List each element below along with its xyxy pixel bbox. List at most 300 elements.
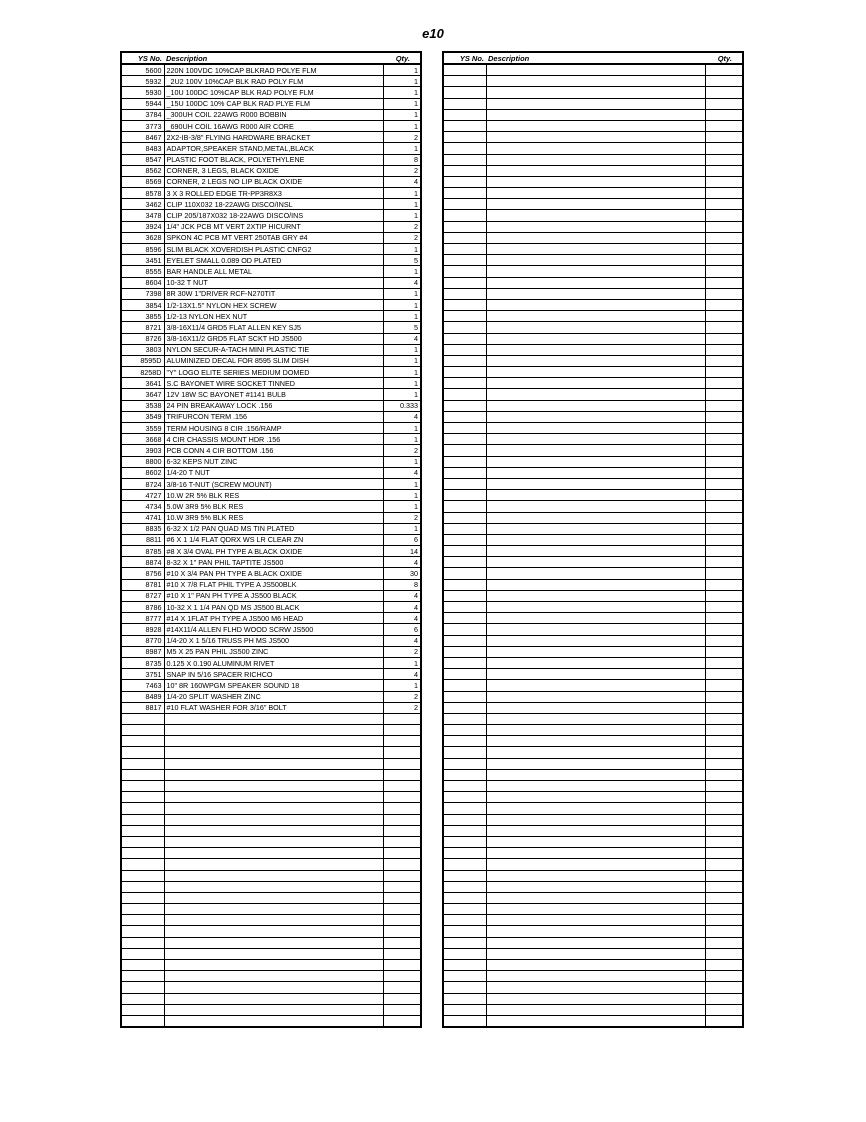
description-cell [486, 143, 705, 154]
ys-no-cell [443, 568, 486, 579]
ys-no-cell [443, 781, 486, 792]
ys-no-cell [443, 926, 486, 937]
qty-cell [705, 725, 743, 736]
qty-cell [705, 434, 743, 445]
description-cell [486, 221, 705, 232]
qty-cell [705, 501, 743, 512]
table-row [121, 781, 421, 792]
table-row [443, 64, 743, 76]
col-header-ys-no: YS No. [121, 52, 164, 64]
qty-cell: 4 [383, 176, 421, 187]
qty-cell [705, 803, 743, 814]
qty-cell [705, 333, 743, 344]
description-cell: 4 CIR CHASSIS MOUNT HDR .156 [164, 434, 383, 445]
qty-cell [705, 255, 743, 266]
qty-cell: 2 [383, 221, 421, 232]
description-cell [486, 1015, 705, 1027]
ys-no-cell [121, 993, 164, 1004]
qty-cell [705, 534, 743, 545]
description-cell [486, 915, 705, 926]
ys-no-cell: 3803 [121, 344, 164, 355]
ys-no-cell [443, 881, 486, 892]
table-row [121, 378, 421, 389]
description-cell [486, 736, 705, 747]
ys-no-cell [443, 892, 486, 903]
description-cell [164, 792, 383, 803]
ys-no-cell: 8987 [121, 646, 164, 657]
qty-cell [705, 132, 743, 143]
ys-no-cell [443, 98, 486, 109]
ys-no-cell [121, 803, 164, 814]
table-row [121, 411, 421, 422]
qty-cell [383, 736, 421, 747]
ys-no-cell [443, 624, 486, 635]
ys-no-cell [121, 1004, 164, 1015]
table-row [121, 478, 421, 489]
ys-no-cell: 5944 [121, 98, 164, 109]
qty-cell [383, 982, 421, 993]
ys-no-cell: 8726 [121, 333, 164, 344]
table-row [121, 937, 421, 948]
description-cell: 10.W 3R9 5% BLK RES [164, 512, 383, 523]
table-row [443, 467, 743, 478]
qty-cell [383, 769, 421, 780]
ys-no-cell [121, 960, 164, 971]
table-row [443, 848, 743, 859]
ys-no-cell: 8569 [121, 176, 164, 187]
table-row [121, 400, 421, 411]
table-row [121, 881, 421, 892]
table-row [443, 792, 743, 803]
qty-cell: 4 [383, 590, 421, 601]
table-row [121, 971, 421, 982]
description-cell [164, 904, 383, 915]
table-row [121, 769, 421, 780]
description-cell [486, 210, 705, 221]
description-cell [486, 534, 705, 545]
table-row [443, 926, 743, 937]
ys-no-cell: 7463 [121, 680, 164, 691]
table-row [443, 546, 743, 557]
table-row [443, 188, 743, 199]
ys-no-cell [443, 176, 486, 187]
table-row [443, 736, 743, 747]
ys-no-cell [443, 355, 486, 366]
qty-cell [383, 960, 421, 971]
table-row [443, 557, 743, 568]
qty-cell: 5 [383, 322, 421, 333]
description-cell: TERM HOUSING 8 CIR .156/RAMP [164, 423, 383, 434]
ys-no-cell [443, 937, 486, 948]
ys-no-cell [443, 232, 486, 243]
ys-no-cell [443, 646, 486, 657]
ys-no-cell: 3854 [121, 299, 164, 310]
table-row [121, 255, 421, 266]
qty-cell [705, 613, 743, 624]
ys-no-cell: 5930 [121, 87, 164, 98]
table-row [121, 825, 421, 836]
description-cell [486, 467, 705, 478]
description-cell [164, 960, 383, 971]
qty-cell [705, 143, 743, 154]
ys-no-cell [443, 367, 486, 378]
table-row [443, 725, 743, 736]
ys-no-cell [443, 982, 486, 993]
table-row [121, 982, 421, 993]
table-row [121, 355, 421, 366]
ys-no-cell: 8489 [121, 691, 164, 702]
ys-no-cell [443, 478, 486, 489]
table-row [121, 635, 421, 646]
ys-no-cell: 3559 [121, 423, 164, 434]
description-cell: M5 X 25 PAN PHIL JS500 ZINC [164, 646, 383, 657]
ys-no-cell: 8735 [121, 657, 164, 668]
qty-cell [705, 702, 743, 713]
ys-no-cell: 3549 [121, 411, 164, 422]
table-row [443, 232, 743, 243]
description-cell [486, 960, 705, 971]
table-row [443, 948, 743, 959]
ys-no-cell [443, 635, 486, 646]
ys-no-cell [443, 725, 486, 736]
ys-no-cell: 8874 [121, 557, 164, 568]
ys-no-cell [443, 445, 486, 456]
description-cell [486, 848, 705, 859]
table-row [443, 244, 743, 255]
ys-no-cell [443, 344, 486, 355]
description-cell [164, 781, 383, 792]
ys-no-cell: 8596 [121, 244, 164, 255]
ys-no-cell: 8817 [121, 702, 164, 713]
qty-cell [705, 635, 743, 646]
description-cell [486, 288, 705, 299]
qty-cell: 1 [383, 434, 421, 445]
table-row [443, 635, 743, 646]
ys-no-cell: 8786 [121, 602, 164, 613]
qty-cell: 4 [383, 602, 421, 613]
ys-no-cell: 3773 [121, 120, 164, 131]
table-row [121, 490, 421, 501]
table-row [443, 355, 743, 366]
ys-no-cell [443, 848, 486, 859]
qty-cell [383, 814, 421, 825]
description-cell: 8R 30W 1"DRIVER RCF-N270TIT [164, 288, 383, 299]
qty-cell [383, 792, 421, 803]
description-cell: TRIFURCON TERM .156 [164, 411, 383, 422]
description-cell [164, 982, 383, 993]
description-cell [486, 781, 705, 792]
description-cell: PLASTIC FOOT BLACK, POLYETHYLENE [164, 154, 383, 165]
description-cell [486, 109, 705, 120]
ys-no-cell [121, 725, 164, 736]
qty-cell: 1 [383, 244, 421, 255]
table-row [443, 255, 743, 266]
description-cell: 8-32 X 1" PAN PHIL TAPTITE JS500 [164, 557, 383, 568]
qty-cell [705, 713, 743, 724]
table-row [443, 534, 743, 545]
qty-cell [705, 445, 743, 456]
qty-cell: 1 [383, 64, 421, 76]
ys-no-cell [443, 132, 486, 143]
description-cell [486, 98, 705, 109]
table-row [121, 1015, 421, 1027]
ys-no-cell [443, 814, 486, 825]
ys-no-cell: 8483 [121, 143, 164, 154]
qty-cell [705, 747, 743, 758]
qty-cell: 1 [383, 87, 421, 98]
qty-cell [705, 76, 743, 87]
table-row [443, 389, 743, 400]
description-cell: 3/8-16X11/4 GRD5 FLAT ALLEN KEY SJ5 [164, 322, 383, 333]
ys-no-cell [443, 288, 486, 299]
qty-cell [705, 221, 743, 232]
ys-no-cell: 5600 [121, 64, 164, 76]
table-row [121, 244, 421, 255]
table-row [443, 277, 743, 288]
table-row [443, 87, 743, 98]
table-row [121, 333, 421, 344]
table-row [121, 188, 421, 199]
description-cell [486, 982, 705, 993]
col-header-qty: Qty. [383, 52, 421, 64]
table-row [121, 848, 421, 859]
description-cell [486, 299, 705, 310]
ys-no-cell: 3647 [121, 389, 164, 400]
table-row [121, 948, 421, 959]
ys-no-cell: 4741 [121, 512, 164, 523]
table-row [443, 120, 743, 131]
ys-no-cell [121, 892, 164, 903]
description-cell [486, 367, 705, 378]
qty-cell: 1 [383, 501, 421, 512]
ys-no-cell [443, 680, 486, 691]
ys-no-cell [443, 960, 486, 971]
ys-no-cell [443, 736, 486, 747]
ys-no-cell [121, 870, 164, 881]
table-row [121, 646, 421, 657]
description-cell [486, 478, 705, 489]
description-cell: #6 X 1 1/4 FLAT QDRX WS LR CLEAR ZN [164, 534, 383, 545]
table-row [443, 199, 743, 210]
qty-cell: 30 [383, 568, 421, 579]
ys-no-cell [443, 1004, 486, 1015]
description-cell [486, 199, 705, 210]
table-row [121, 467, 421, 478]
description-cell [164, 713, 383, 724]
table-row [121, 792, 421, 803]
table-row [121, 579, 421, 590]
table-row [443, 814, 743, 825]
table-row [443, 501, 743, 512]
ys-no-cell [443, 299, 486, 310]
ys-no-cell [443, 188, 486, 199]
description-cell [486, 411, 705, 422]
qty-cell [705, 109, 743, 120]
table-row [121, 199, 421, 210]
qty-cell: 2 [383, 132, 421, 143]
description-cell [486, 445, 705, 456]
table-row [121, 445, 421, 456]
qty-cell [705, 199, 743, 210]
description-cell [164, 937, 383, 948]
description-cell [486, 904, 705, 915]
qty-cell [705, 971, 743, 982]
description-cell: _300UH COIL 22AWG R000 BOBBIN [164, 109, 383, 120]
qty-cell [705, 546, 743, 557]
description-cell: 1/4-20 SPLIT WASHER ZINC [164, 691, 383, 702]
description-cell [486, 64, 705, 76]
qty-cell [705, 423, 743, 434]
qty-cell [705, 769, 743, 780]
ys-no-cell [443, 546, 486, 557]
table-row [443, 423, 743, 434]
table-row [443, 702, 743, 713]
description-cell: 24 PIN BREAKAWAY LOCK .156 [164, 400, 383, 411]
ys-no-cell [443, 691, 486, 702]
description-cell [164, 1004, 383, 1015]
ys-no-cell [443, 423, 486, 434]
qty-cell [705, 680, 743, 691]
qty-cell [705, 669, 743, 680]
qty-cell [705, 624, 743, 635]
table-row [443, 613, 743, 624]
description-cell [164, 892, 383, 903]
table-row [121, 602, 421, 613]
table-row [443, 98, 743, 109]
ys-no-cell [443, 165, 486, 176]
ys-no-cell: 4734 [121, 501, 164, 512]
description-cell [486, 971, 705, 982]
ys-no-cell [443, 120, 486, 131]
qty-cell [705, 176, 743, 187]
ys-no-cell: 3668 [121, 434, 164, 445]
table-row [443, 960, 743, 971]
table-row [443, 378, 743, 389]
table-row [443, 266, 743, 277]
table-row [121, 904, 421, 915]
description-cell: 220N 100VDC 10%CAP BLKRAD POLYE FLM [164, 64, 383, 76]
qty-cell: 1 [383, 389, 421, 400]
qty-cell [705, 881, 743, 892]
qty-cell: 2 [383, 165, 421, 176]
description-cell [486, 456, 705, 467]
qty-cell: 1 [383, 143, 421, 154]
description-cell: 6-32 X 1/2 PAN QUAD MS TIN PLATED [164, 523, 383, 534]
description-cell: 12V 18W SC BAYONET #1141 BULB [164, 389, 383, 400]
table-row [121, 814, 421, 825]
qty-cell [705, 322, 743, 333]
description-cell: _2U2 100V 10%CAP BLK RAD POLY FLM [164, 76, 383, 87]
table-row [121, 892, 421, 903]
description-cell: 0.125 X 0.190 ALUMINUM RIVET [164, 657, 383, 668]
ys-no-cell: 8727 [121, 590, 164, 601]
ys-no-cell: 8721 [121, 322, 164, 333]
qty-cell: 1 [383, 210, 421, 221]
ys-no-cell [443, 277, 486, 288]
qty-cell [383, 836, 421, 847]
ys-no-cell: 3855 [121, 311, 164, 322]
ys-no-cell [121, 781, 164, 792]
description-cell: CLIP 110X032 18-22AWG DISCO/INSL [164, 199, 383, 210]
qty-cell [705, 948, 743, 959]
description-cell [486, 512, 705, 523]
table-row [121, 557, 421, 568]
qty-cell [383, 993, 421, 1004]
description-cell [486, 188, 705, 199]
description-cell: 10.W 2R 5% BLK RES [164, 490, 383, 501]
table-row [443, 1004, 743, 1015]
description-cell [164, 836, 383, 847]
qty-cell [383, 781, 421, 792]
description-cell: ADAPTOR,SPEAKER STAND,METAL,BLACK [164, 143, 383, 154]
description-cell [486, 232, 705, 243]
description-cell: 1/4-20 X 1 5/16 TRUSS PH MS JS500 [164, 635, 383, 646]
table-row [121, 568, 421, 579]
table-row [443, 993, 743, 1004]
qty-cell: 1 [383, 423, 421, 434]
description-cell [164, 870, 383, 881]
qty-cell [705, 859, 743, 870]
table-row [443, 602, 743, 613]
table-row [443, 937, 743, 948]
description-cell [486, 825, 705, 836]
description-cell [486, 165, 705, 176]
description-cell [164, 848, 383, 859]
table-row [121, 624, 421, 635]
table-row [443, 713, 743, 724]
description-cell [486, 624, 705, 635]
ys-no-cell [443, 702, 486, 713]
table-row [121, 76, 421, 87]
qty-cell [705, 579, 743, 590]
qty-cell: 1 [383, 456, 421, 467]
qty-cell [705, 355, 743, 366]
description-cell [164, 814, 383, 825]
table-row [121, 501, 421, 512]
description-cell [486, 836, 705, 847]
table-row [443, 367, 743, 378]
description-cell: _10U 100DC 10%CAP BLK RAD POLYE FLM [164, 87, 383, 98]
ys-no-cell [443, 590, 486, 601]
ys-no-cell [121, 836, 164, 847]
description-cell: #14 X 1FLAT PH TYPE A JS500 M6 HEAD [164, 613, 383, 624]
ys-no-cell [443, 311, 486, 322]
description-cell [164, 915, 383, 926]
ys-no-cell [121, 948, 164, 959]
table-row [443, 781, 743, 792]
ys-no-cell [443, 143, 486, 154]
table-row [443, 747, 743, 758]
ys-no-cell [121, 915, 164, 926]
qty-cell [705, 904, 743, 915]
qty-cell: 0.333 [383, 400, 421, 411]
table-row [121, 1004, 421, 1015]
description-cell: BAR HANDLE ALL METAL [164, 266, 383, 277]
qty-cell [705, 120, 743, 131]
qty-cell [705, 523, 743, 534]
ys-no-cell [443, 747, 486, 758]
ys-no-cell: 8578 [121, 188, 164, 199]
table-row [443, 221, 743, 232]
qty-cell [383, 870, 421, 881]
description-cell: 10" 8R 160WPGM SPEAKER SOUND 18 [164, 680, 383, 691]
description-cell: 1/2-13X1.5" NYLON HEX SCREW [164, 299, 383, 310]
description-cell [486, 176, 705, 187]
qty-cell: 1 [383, 120, 421, 131]
ys-no-cell [443, 199, 486, 210]
qty-cell: 1 [383, 199, 421, 210]
qty-cell [383, 747, 421, 758]
